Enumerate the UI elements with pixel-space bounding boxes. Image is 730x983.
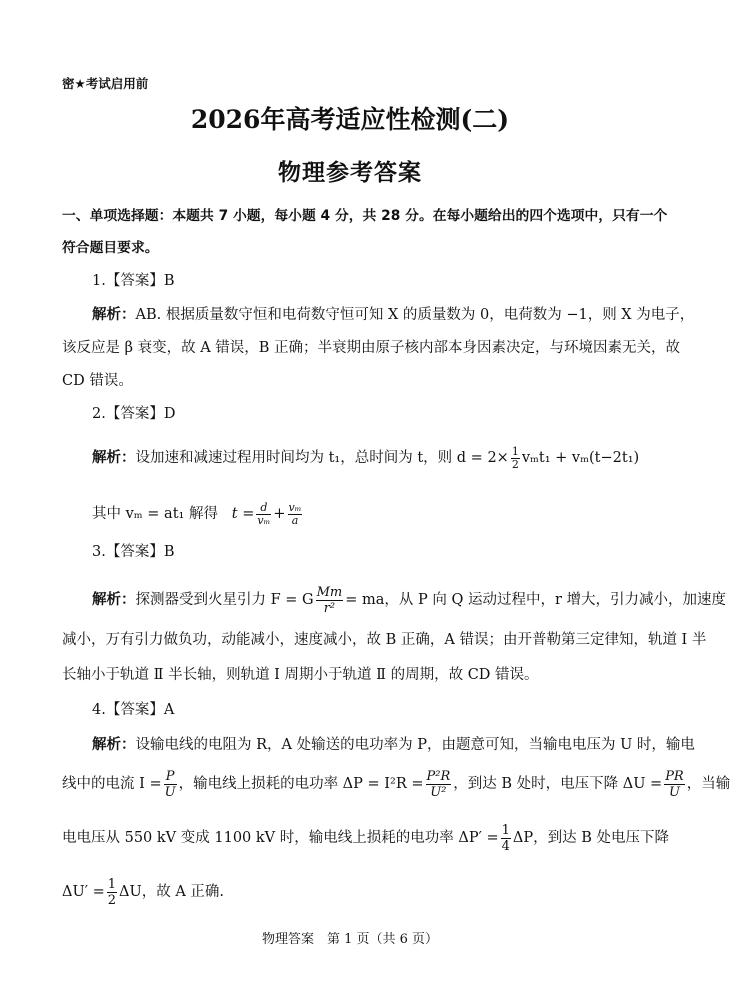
explanation-label: 解析： bbox=[92, 450, 136, 466]
q2-fraction bbox=[511, 446, 520, 471]
q4-explanation-line3 bbox=[62, 818, 669, 858]
q2-fraction-d-vm bbox=[256, 502, 271, 527]
q3-fraction bbox=[316, 585, 344, 616]
fraction-numerator: 1 bbox=[107, 876, 117, 892]
fraction-numerator: 1 bbox=[501, 822, 510, 838]
q2-fraction-vm-a bbox=[288, 502, 303, 527]
q4-fraction-half bbox=[107, 877, 117, 908]
fraction-numerator: 1 bbox=[511, 444, 519, 458]
q1-explanation-line1 bbox=[92, 305, 694, 325]
section-heading-line2: 符合题目要求。 bbox=[62, 240, 159, 256]
explanation-label: 解析： bbox=[92, 737, 136, 753]
q1-text1: AB. 根据质量数守恒和电荷数守恒可知 X 的质量数为 0，电荷数为 −1，则 X 为电子， bbox=[135, 307, 695, 323]
q2-text2: vₘt₁ + vₘ(t−2t₁) bbox=[521, 450, 640, 466]
fraction-denominator: U bbox=[668, 784, 680, 800]
explanation-label: 解析： bbox=[92, 307, 136, 323]
q3-answer: 3.【答案】B bbox=[92, 544, 175, 560]
q4-fraction-power-loss bbox=[426, 769, 452, 800]
fraction-denominator: a bbox=[291, 513, 299, 527]
fraction-numerator: vₘ bbox=[288, 500, 302, 514]
q4-l2-a: 线中的电流 I = bbox=[62, 776, 162, 792]
q2-text1: 设加速和减速过程用时间均为 t₁，总时间为 t，则 d = 2× bbox=[135, 450, 509, 466]
q2-answer: 2.【答案】D bbox=[92, 406, 176, 422]
q2-explanation-line1 bbox=[92, 440, 639, 476]
fraction-denominator: r² bbox=[323, 600, 336, 616]
exam-title: 2026年高考适应性检测(二) bbox=[190, 105, 510, 134]
q3-text1: 探测器受到火星引力 F = G bbox=[135, 592, 314, 608]
q4-l4-a: ΔU′ = bbox=[62, 884, 105, 900]
q1-explanation-line3: CD 错误。 bbox=[62, 373, 133, 389]
q4-fraction-current bbox=[164, 769, 177, 800]
q4-l3-b: ΔP，到达 B 处电压下降 bbox=[512, 830, 670, 846]
q3-text2: = ma，从 P 向 Q 运动过程中，r 增大，引力减小，加速度 bbox=[345, 592, 727, 608]
fraction-numerator: P²R bbox=[426, 768, 451, 784]
confidential-label: 密★考试启用前 bbox=[62, 76, 149, 91]
q4-l4-b: ΔU，故 A 正确. bbox=[119, 884, 225, 900]
q3-explanation-line1 bbox=[92, 580, 726, 620]
fraction-denominator: 2 bbox=[511, 457, 519, 471]
explanation-label: 解析： bbox=[92, 592, 136, 608]
q2-line2-prefix: 其中 vₘ = at₁ 解得 bbox=[92, 506, 218, 522]
q4-fraction-quarter bbox=[501, 823, 511, 854]
fraction-numerator: P bbox=[164, 769, 177, 785]
q4-fraction-voltage-drop bbox=[664, 769, 685, 800]
q4-explanation-line2 bbox=[62, 764, 730, 804]
q3-explanation-line2: 减小，万有引力做负功，动能减小，速度减小，故 B 正确，A 错误；由开普勒第三定律知，轨道 Ⅰ 半 bbox=[62, 632, 707, 648]
fraction-denominator: U bbox=[164, 784, 176, 800]
fraction-denominator: U² bbox=[430, 784, 447, 800]
q1-answer: 1.【答案】B bbox=[92, 273, 175, 289]
fraction-denominator: 4 bbox=[501, 838, 510, 854]
q4-l2-d: ，当输 bbox=[686, 776, 730, 792]
q2-explanation-line2 bbox=[92, 496, 304, 532]
fraction-numerator: d bbox=[256, 502, 271, 515]
q4-explanation-line1 bbox=[92, 735, 695, 755]
q4-l2-c: ，到达 B 处时，电压下降 ΔU = bbox=[453, 776, 663, 792]
q4-text1: 设输电线的电阻为 R，A 处输送的电功率为 P，由题意可知，当输电电压为 U 时，输电 bbox=[135, 737, 695, 753]
q4-l2-b: ，输电线上损耗的电功率 ΔP = I²R = bbox=[178, 776, 424, 792]
q1-explanation-line2: 该反应是 β 衰变，故 A 错误，B 正确；半衰期由原子核内部本身因素决定，与环境因素无关，故 bbox=[62, 340, 681, 356]
q3-explanation-line3: 长轴小于轨道 Ⅱ 半长轴，则轨道 Ⅰ 周期小于轨道 Ⅱ 的周期，故 CD 错误。 bbox=[62, 667, 539, 683]
page-footer: 物理答案 第 1 页（共 6 页） bbox=[261, 932, 439, 947]
q4-l3-a: 电电压从 550 kV 变成 1100 kV 时，输电线上损耗的电功率 ΔP′ = bbox=[62, 830, 499, 846]
fraction-denominator: 2 bbox=[107, 892, 117, 908]
answer-subtitle: 物理参考答案 bbox=[278, 160, 422, 186]
q4-answer: 4.【答案】A bbox=[92, 702, 175, 718]
section-heading-line1: 一、单项选择题：本题共 7 小题，每小题 4 分，共 28 分。在每小题给出的四个选项中，只有一个 bbox=[62, 208, 668, 224]
fraction-numerator: PR bbox=[665, 768, 684, 784]
fraction-numerator: Mm bbox=[316, 584, 343, 600]
q2-eq-lhs: t = bbox=[231, 506, 255, 522]
plus-sign: + bbox=[273, 506, 286, 522]
q4-explanation-line4 bbox=[62, 872, 224, 912]
fraction-denominator: vₘ bbox=[257, 513, 271, 527]
